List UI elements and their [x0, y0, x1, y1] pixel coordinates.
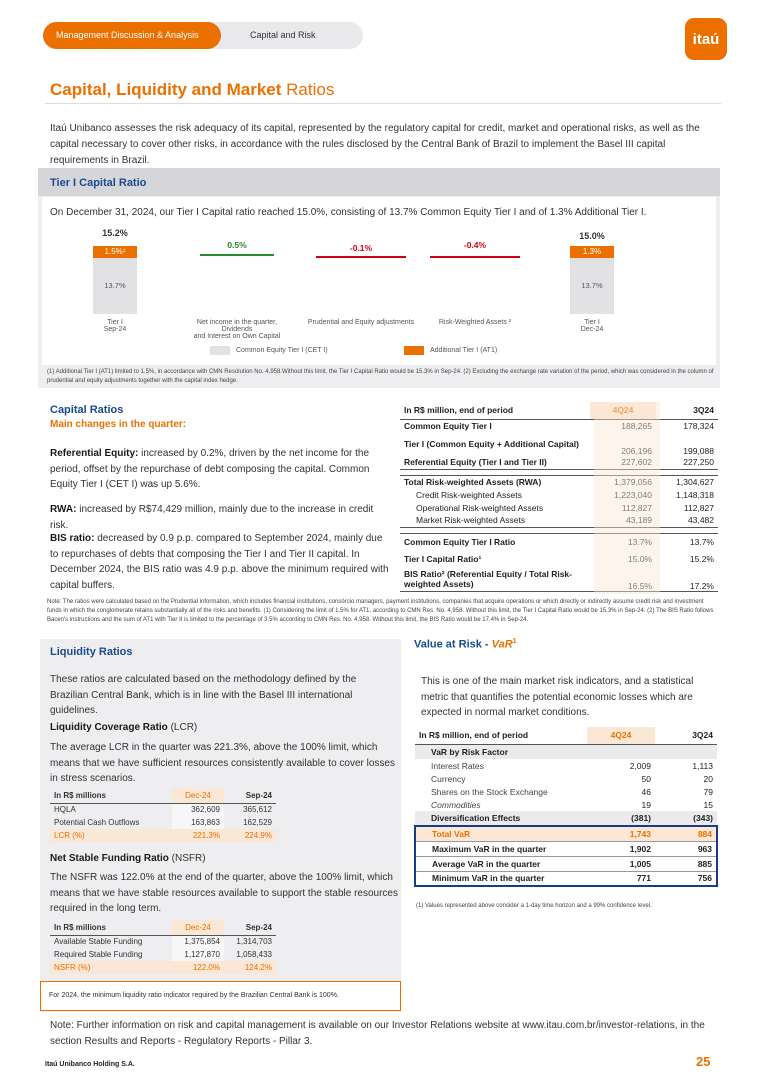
table-row: Tier I (Common Equity + Additional Capital) 206,196 199,088 [404, 439, 714, 456]
chart-x-label-3: Prudential and Equity adjustments [307, 319, 415, 326]
table-row: Operational Risk-weighted Assets 112,827 112,827 [416, 502, 714, 513]
table-row: BIS Ratio² (Referential Equity / Total Risk-weighted Assets) 16.5% 17.2% [400, 567, 718, 591]
tier1-summary: On December 31, 2024, our Tier I Capital ratio reached 15.0%, consisting of 13.7% Common Equity Tier I and of 1.3% Additional Tier I. [50, 207, 647, 218]
legend-cet1-label: Common Equity Tier I (CET I) [236, 347, 328, 354]
table-row: Common Equity Tier I 188,265 178,324 [404, 420, 714, 431]
tier1-footnote: (1) Additional Tier I (AT1) limited to 1.5%, in accordance with CMN Resolution No. 4,958.Without this limit, the Tier I Capital Ratio would be 15.3% in Sep-24. (2) Excluding the exchange rate variation of the period, which was considered in the column of prudential and equity adjustments together with the capital index hedge. [47, 369, 714, 384]
chart-end-at1-bar: 1.3% [570, 246, 614, 258]
tier1-title: Tier I Capital Ratio [50, 177, 147, 189]
page-title: Capital, Liquidity and Market Ratios [50, 80, 335, 99]
lcr-paragraph: The average LCR in the quarter was 221.3%, above the 100% limit, which means that we have sufficient resources consistently available to cover losses in stress scenarios. [50, 742, 395, 784]
chart-step2-label: -0.1% [349, 243, 373, 253]
var-intro: This is one of the main market risk indicators, and a statistical metric that quantifies the potential economic losses which are expected in normal market conditions. [421, 676, 694, 718]
chart-x-label-1: Tier I Sep-24 [103, 319, 127, 333]
capital-ratios-title: Capital Ratios [50, 404, 124, 416]
chart-end-cet1-label: 13.7% [581, 281, 603, 290]
intro-paragraph: Itaú Unibanco assesses the risk adequacy of its capital, represented by the regulatory capital for credit, market and operational risks, as well as the capital necessary to cover other risks, in accordance with the rules disclosed by the Central Bank of Brazil to implement the Basel III capital requirements in Brazil. [50, 123, 700, 166]
title-divider [45, 103, 721, 104]
liquidity-footer-note: For 2024, the minimum liquidity ratio indicator required by the Brazilian Central Bank is 100%. [40, 981, 401, 1011]
liquidity-title: Liquidity Ratios [50, 646, 133, 658]
itau-logo: itaú [685, 18, 727, 60]
chart-step2-bar [316, 256, 406, 258]
table-row: Total VaR 1,743 884 [415, 826, 717, 841]
referential-equity-paragraph: Referential Equity: increased by 0.2%, driven by the net income for the period, offset by the repurchase of debt composing the capital. Common Equity Tier I (CET I) was up 5.6%. [50, 448, 370, 490]
lcr-table: In R$ millions Dec-24 Sep-24 HQLA 362,609 365,612 Potential Cash Outflows 163,863 162,529 LCR (%) 221.3% 224.9% [50, 788, 276, 842]
chart-x-label-2: Net income in the quarter, Dividends and Interest on Own Capital [193, 319, 281, 340]
capital-ratios-note: Note: The ratios were calculated based on the Prudential information, which includes financial institutions, consórcio managers, payment institutions, companies that acquire operations or which directly or indirectly assume credit risk and investment funds in which the conglomerate retains substantially all of the risks and benefits. (1) Considering the limit of 1.5% for AT1, according to CMN Res. No. 4,958. Without this limit, the Tier I Capital Ratio would be 15.3% in Sep-24. (2) The BIS Ratio follows Bacen's instructions and the sum of AT1 with Tier II is limited to the percentage of 3.5% according to CMN Res. No. 4,958. Without this limit, the BIS Ratio would be 17.4% in Sep-24. [47, 599, 714, 623]
tab-capital-and-risk[interactable]: Capital and Risk [250, 30, 316, 40]
table-row: Required Stable Funding 1,127,870 1,058,433 [54, 950, 272, 959]
capital-ratios-subtitle: Main changes in the quarter: [50, 419, 187, 430]
table-row: NSFR (%) 122.0% 124.2% [50, 961, 276, 974]
table-row: Currency 50 20 [431, 773, 713, 784]
table-row: Maximum VaR in the quarter 1,902 963 [415, 841, 717, 856]
nsfr-paragraph: The NSFR was 122.0% at the end of the quarter, above the 100% limit, which means that we have stable resources available to support the stable resources required in the long term. [50, 872, 398, 914]
chart-end-total: 15.0% [579, 231, 605, 241]
table-row: Tier I Capital Ratio¹ 15.0% 15.2% [404, 553, 714, 564]
nsfr-title: Net Stable Funding Ratio (NSFR) [50, 853, 206, 864]
table-row: Market Risk-weighted Assets 43,189 43,482 [400, 514, 718, 527]
chart-start-cet1-label: 13.7% [104, 281, 126, 290]
legend-cet1-swatch [210, 346, 230, 355]
page-number: 25 [696, 1054, 711, 1069]
footer-note: Note: Further information on risk and capital management is available on our Investor Relations website at www.itau.com.br/investor-relations, in the section Results and Reports - Regulatory Reports - Pillar 3. [50, 1020, 705, 1047]
lcr-title: Liquidity Coverage Ratio (LCR) [50, 722, 198, 733]
table-row: LCR (%) 221.3% 224.9% [50, 829, 276, 842]
chart-step1-bar [200, 254, 274, 256]
table-row: Minimum VaR in the quarter 771 756 [415, 871, 717, 886]
var-table: In R$ million, end of period 4Q24 3Q24 VaR by Risk Factor Interest Rates 2,009 1,113 Currency 50 20 Shares on the Stock Exchange 46 79 Commodities 19 15 Diversification Effects (381) (343) Total VaR 1,743 884 Maximum VaR in the quarter 1,902 963 Average VaR in the quarter 1,005 885 Minimum VaR in the quarter 771 756 [414, 727, 718, 887]
table-row: Average VaR in the quarter 1,005 885 [415, 856, 717, 871]
table-row: HQLA 362,609 365,612 [50, 803, 276, 816]
table-row: Shares on the Stock Exchange 46 79 [431, 786, 713, 797]
tier1-chart-area [42, 197, 716, 365]
var-title: Value at Risk - VaR$^1$ [414, 638, 517, 651]
chart-x-label-4: Risk-Weighted Assets ² [438, 319, 512, 326]
chart-start-at1-bar: 1.5%¹ [93, 246, 137, 258]
company-name: Itaú Unibanco Holding S.A. [45, 1061, 135, 1068]
table-row: Common Equity Tier I Ratio 13.7% 13.7% [400, 533, 718, 550]
table-row: Diversification Effects (381) (343) [415, 811, 717, 826]
table-row: Credit Risk-weighted Assets 1,223,040 1,148,318 [416, 489, 714, 500]
capital-ratios-table [400, 402, 718, 592]
chart-step3-label: -0.4% [463, 240, 487, 250]
var-footnote: (1) Values represented above consider a 1-day time horizon and a 99% confidence level. [416, 903, 652, 909]
table-row: VaR by Risk Factor [415, 744, 717, 759]
table-row: Commodities 19 15 [431, 799, 713, 810]
nsfr-table: In R$ millions Dec-24 Sep-24 Available Stable Funding 1,375,854 1,314,703 Required Stable Funding 1,127,870 1,058,433 NSFR (%) 122.0% 124.2% [50, 920, 276, 974]
tab-management-discussion[interactable]: Management Discussion & Analysis [43, 22, 221, 49]
table-row: Interest Rates 2,009 1,113 [431, 760, 713, 771]
table-row: Potential Cash Outflows 163,863 162,529 [54, 818, 272, 827]
bis-ratio-paragraph: BIS ratio: decreased by 0.9 p.p. compared to September 2024, mainly due to repurchases of debts that composing the Tier I and Tier II capital. In December 2024, the BIS ratio was 4.9 p.p. above the minimum required with capital buffers. [50, 533, 389, 591]
table-row: Available Stable Funding 1,375,854 1,314,703 [50, 935, 276, 948]
chart-step1-label: 0.5% [227, 240, 247, 250]
table-header-row: In R$ million, end of period 4Q24 3Q24 [400, 402, 718, 419]
table-row: Referential Equity (Tier I and Tier II) 227,602 227,250 [400, 456, 718, 469]
rwa-paragraph: RWA: increased by R$74,429 million, mainly due to the increase in credit risk. [50, 504, 374, 531]
legend-at1-swatch [404, 346, 424, 355]
legend-at1-label: Additional Tier I (AT1) [430, 347, 498, 354]
table-row: Total Risk-weighted Assets (RWA) 1,379,056 1,304,627 [400, 475, 718, 488]
chart-step3-bar [430, 256, 520, 258]
chart-x-label-5: Tier I Dec-24 [580, 319, 604, 333]
chart-start-total: 15.2% [102, 228, 128, 238]
liquidity-intro: These ratios are calculated based on the methodology defined by the Brazilian Central Bank, which is in line with the Basel III international guidelines. [50, 674, 357, 716]
